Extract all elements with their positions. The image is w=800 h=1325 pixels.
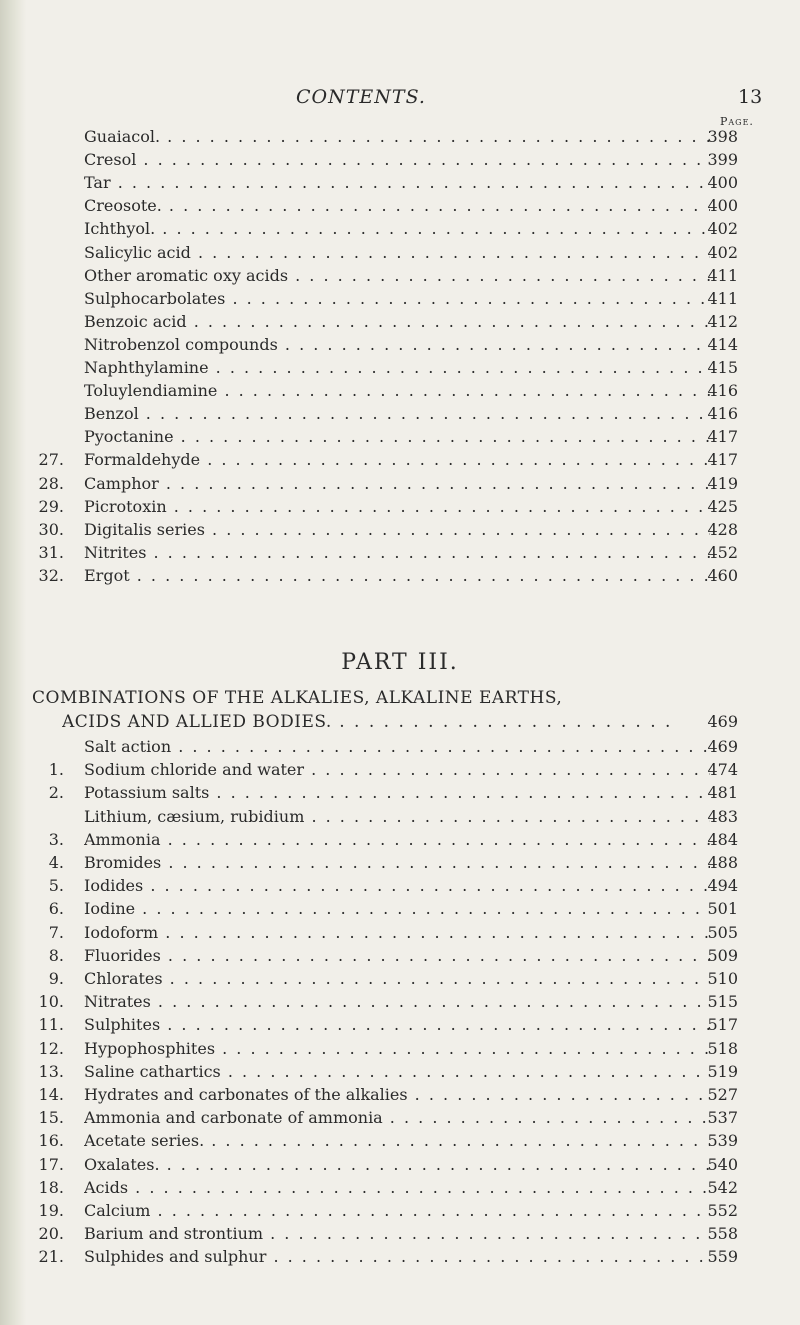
entry-number: 4. [48,853,64,872]
entry-label: Calcium . . [84,1200,710,1222]
toc-entry [0,1223,800,1245]
entry-page: 416 [707,381,738,401]
entry-page: 509 [707,945,738,965]
entry-label: Digitalis series . . [84,519,710,541]
entry-label: Nitrobenzol compounds . . [84,334,710,356]
entry-page: 469 [707,737,738,756]
section-heading-page: 469 [707,712,738,731]
entry-label: Ergot . . [84,565,710,587]
entry-page: 527 [707,1085,738,1104]
entry-page: 402 [707,242,738,262]
entry-label: Toluylendiamine . . [84,380,710,402]
entry-page: 415 [707,358,738,377]
toc-entry [0,968,800,990]
entry-label: Chlorates . . [84,968,710,990]
entry-label: Benzol . . [84,403,710,425]
toc-entry [0,265,800,287]
entry-page: 505 [707,922,738,942]
running-header [0,86,800,112]
entry-page: 402 [707,219,738,239]
toc-entry [0,542,800,564]
entry-label: Iodoform . . [84,922,710,944]
entry-label: Sodium chloride and water . . [84,759,710,781]
entry-label: Hypophosphites . . [84,1038,710,1060]
toc-entry [0,449,800,471]
toc-entry [0,1154,800,1176]
toc-entry [0,806,800,828]
entry-number: 14. [38,1085,64,1104]
entry-label: Sulphocarbolates . . [84,288,710,310]
toc-entry [0,875,800,897]
entry-page: 558 [707,1224,738,1244]
toc-entry [0,172,800,194]
entry-number: 2. [48,783,64,803]
entry-label: Creosote. . . [84,195,710,217]
entry-label: Sulphites . . [84,1014,710,1036]
entry-page: 540 [707,1154,738,1174]
entry-page: 518 [707,1038,738,1058]
entry-label: Pyoctanine . . [84,426,710,448]
toc-entry [0,1130,800,1152]
entry-page: 474 [707,760,738,780]
entry-label: Salt action . . [84,736,710,758]
entry-label: Barium and strontium . . [84,1223,710,1245]
entry-page: 539 [707,1131,738,1151]
toc-entry [0,782,800,804]
entry-number: 20. [38,1224,64,1244]
toc-entry [0,473,800,495]
entry-label: Fluorides . . [84,945,710,967]
entry-number: 19. [38,1201,64,1220]
entry-label: Formaldehyde . . [84,449,710,471]
entry-page: 481 [707,783,738,803]
toc-entry [0,242,800,264]
toc-entry [0,1200,800,1222]
entry-page: 399 [707,150,738,170]
entry-page: 515 [707,992,738,1012]
entry-label: Potassium salts . . [84,782,710,804]
entry-label: Iodine . . [84,898,710,920]
entry-label: Guaiacol. . . [84,126,710,148]
toc-entry [0,311,800,333]
toc-entry [0,1246,800,1268]
toc-entry [0,126,800,148]
entry-page: 542 [707,1177,738,1197]
toc-entry [0,403,800,425]
entry-label: Saline cathartics . . [84,1061,710,1083]
toc-entry [0,149,800,171]
entry-page: 552 [707,1201,738,1220]
toc-entry [0,898,800,920]
toc-entry [0,426,800,448]
toc-entry [0,496,800,518]
entry-page: 411 [707,288,738,308]
entry-number: 31. [38,542,64,562]
entry-number: 1. [48,760,64,780]
entry-label: Nitrates . . [84,991,710,1013]
toc-entry [0,1014,800,1036]
entry-page: 537 [707,1108,738,1128]
entry-page: 483 [707,806,738,826]
toc-entry [0,852,800,874]
entry-number: 18. [38,1177,64,1197]
entry-page: 416 [707,404,738,424]
entry-number: 12. [38,1038,64,1058]
toc-entry [0,218,800,240]
toc-entry [0,195,800,217]
entry-label: Lithium, cæsium, rubidium . . [84,806,710,828]
entry-page: 414 [707,334,738,354]
entry-page: 488 [707,853,738,872]
entry-page: 510 [707,969,738,988]
entry-number: 11. [38,1015,64,1035]
section-heading-line2 [62,712,710,732]
running-title: CONTENTS. [296,86,426,108]
entry-number: 5. [48,876,64,896]
toc-entry [0,380,800,402]
entry-label: Acetate series. . . [84,1130,710,1152]
entry-page: 398 [707,127,738,146]
entry-number: 6. [48,899,64,919]
entry-number: 16. [38,1131,64,1151]
entry-label: Oxalates. . . [84,1154,710,1176]
entry-page: 400 [707,196,738,216]
entry-label: Ammonia and carbonate of ammonia . . [84,1107,710,1129]
entry-number: 29. [38,496,64,516]
entry-number: 28. [38,473,64,493]
entry-number: 15. [38,1108,64,1128]
toc-entry [0,1177,800,1199]
toc-entry [0,1107,800,1129]
entry-page: 411 [707,265,738,285]
entry-number: 9. [48,969,64,988]
entry-label: Acids . . [84,1177,710,1199]
toc-entry [0,1061,800,1083]
entry-label: Ichthyol. . . [84,218,710,240]
entry-label: Camphor . . [84,473,710,495]
entry-number: 27. [38,450,64,470]
toc-entry [0,1038,800,1060]
entry-page: 425 [707,496,738,516]
toc-entry [0,1084,800,1106]
entry-number: 17. [38,1154,64,1174]
entry-label: Salicylic acid . . [84,242,710,264]
entry-number: 21. [38,1247,64,1267]
entry-page: 494 [707,876,738,896]
toc-entry [0,519,800,541]
part-title: PART III. [341,650,459,675]
entry-page: 519 [707,1061,738,1081]
entry-label: Other aromatic oxy acids . . [84,265,710,287]
toc-entry [0,945,800,967]
section-heading-line1: COMBINATIONS OF THE ALKALIES, ALKALINE EARTHS, [32,688,563,708]
entry-label: Cresol . . [84,149,710,171]
entry-label: Benzoic acid . . [84,311,710,333]
entry-number: 3. [48,829,64,849]
page-column-label: Page. [720,115,754,128]
entry-number: 30. [38,519,64,539]
entry-label: Nitrites . . [84,542,710,564]
entry-number: 13. [38,1061,64,1081]
entry-number: 10. [38,992,64,1012]
entry-label: Naphthylamine . . [84,357,710,379]
toc-entry [0,288,800,310]
toc-entry [0,334,800,356]
entry-page: 400 [707,173,738,193]
toc-entry [0,565,800,587]
entry-label: Hydrates and carbonates of the alkalies . . [84,1084,710,1106]
entry-page: 452 [707,542,738,562]
toc-entry [0,829,800,851]
section-heading-line2-text: ACIDS AND ALLIED BODIES. . . [62,712,672,732]
entry-page: 417 [707,427,738,447]
page-number: 13 [738,86,763,108]
entry-label: Sulphides and sulphur . . [84,1246,710,1268]
entry-page: 428 [707,519,738,539]
entry-label: Ammonia . . [84,829,710,851]
entry-page: 412 [707,311,738,331]
entry-label: Iodides . . [84,875,710,897]
toc-entry [0,922,800,944]
entry-page: 419 [707,473,738,493]
entry-label: Tar . . [84,172,710,194]
entry-page: 417 [707,450,738,470]
entry-page: 559 [707,1247,738,1267]
entry-page: 484 [707,829,738,849]
entry-label: Picrotoxin . . [84,496,710,518]
entry-label: Bromides . . [84,852,710,874]
toc-entry [0,991,800,1013]
toc-entry [0,357,800,379]
entry-number: 8. [48,945,64,965]
toc-entry [0,736,800,758]
entry-page: 517 [707,1015,738,1035]
entry-page: 501 [707,899,738,919]
entry-page: 460 [707,565,738,585]
toc-entry [0,759,800,781]
entry-number: 32. [38,565,64,585]
entry-number: 7. [48,922,64,942]
